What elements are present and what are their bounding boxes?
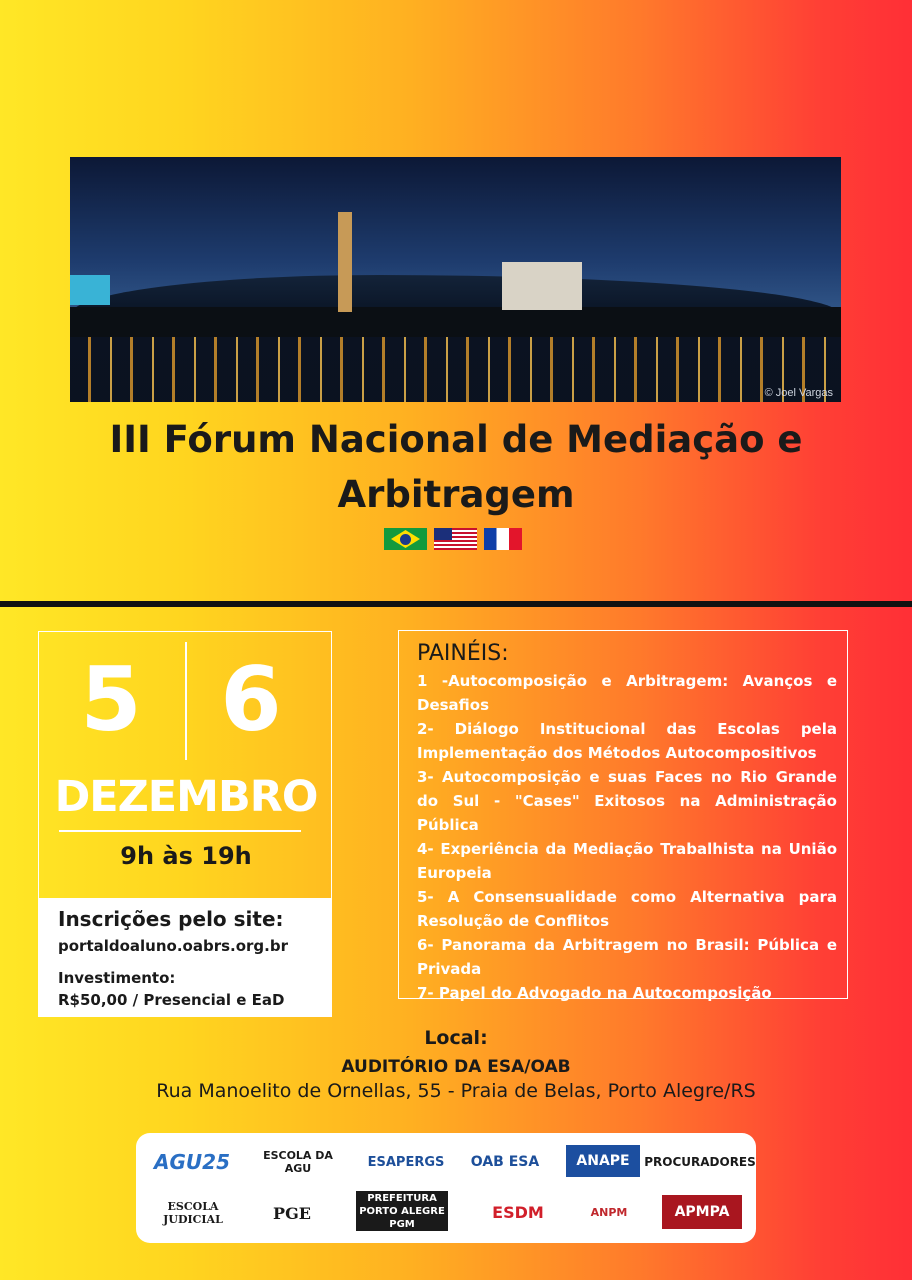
france-flag-icon bbox=[484, 528, 522, 550]
photo-credit: © Joel Vargas bbox=[764, 387, 833, 399]
agu-logo: AGU25 bbox=[154, 1149, 230, 1174]
day-2: 6 bbox=[220, 648, 282, 751]
anape-logo: ANAPE bbox=[566, 1145, 640, 1177]
panel-item: 7- Papel do Advogado na Autocomposição bbox=[417, 984, 772, 1002]
photo-building bbox=[70, 275, 110, 305]
investment-label: Investimento: bbox=[58, 969, 176, 987]
city-night-photo bbox=[70, 157, 841, 402]
escola-agu-logo: ESCOLA DA AGU bbox=[263, 1149, 333, 1175]
apmpa-logo: APMPA bbox=[662, 1195, 742, 1229]
panel-item: 3- Autocomposição e suas Faces no Rio Grande do Sul - "Cases" Exitosos na Administração Pública bbox=[417, 768, 837, 834]
panels-box bbox=[398, 630, 848, 1002]
event-title-line2: Arbitragem bbox=[337, 473, 575, 516]
esapergs-logo: ESAPERGS bbox=[367, 1154, 445, 1170]
event-hours: 9h às 19h bbox=[120, 842, 252, 870]
pge-logo: PGE bbox=[273, 1203, 311, 1223]
esdm-logo: ESDM bbox=[492, 1202, 544, 1222]
photo-city-skyline bbox=[70, 307, 841, 337]
procuradores-logo: PROCURADORES bbox=[644, 1154, 756, 1169]
location-name: AUDITÓRIO DA ESA/OAB bbox=[341, 1057, 571, 1077]
registration-site-link[interactable]: portaldoaluno.oabrs.org.br bbox=[58, 937, 289, 955]
location-heading: Local: bbox=[424, 1027, 488, 1049]
section-divider bbox=[0, 601, 912, 607]
panel-item: 6- Panorama da Arbitragem no Brasil: Pública e Privada bbox=[417, 936, 837, 978]
oab-esa-logo: OAB ESA bbox=[470, 1153, 540, 1170]
month-label: DEZEMBRO bbox=[54, 772, 318, 822]
sponsor-logos-panel bbox=[136, 1133, 756, 1243]
brazil-flag-icon bbox=[384, 528, 427, 550]
registration-box bbox=[38, 899, 332, 1017]
investment-value: R$50,00 / Presencial e EaD bbox=[58, 991, 285, 1009]
month-underline bbox=[59, 830, 301, 832]
panel-item: 1 -Autocomposição e Arbitragem: Avanços e Desafios bbox=[417, 672, 837, 714]
event-title-line1: III Fórum Nacional de Mediação e bbox=[109, 418, 803, 461]
panels-list bbox=[417, 669, 837, 1005]
prefeitura-porto-alegre-logo: PREFEITURA PORTO ALEGRE PGM bbox=[356, 1191, 448, 1231]
anpm-logo: ANPM bbox=[590, 1205, 628, 1219]
day-1: 5 bbox=[80, 648, 142, 751]
photo-building bbox=[502, 262, 582, 310]
usa-flag-icon bbox=[434, 528, 477, 550]
photo-water-reflection bbox=[70, 337, 841, 402]
panel-item: 2- Diálogo Institucional das Escolas pela Implementação dos Métodos Autocompositivos bbox=[417, 720, 837, 762]
registration-heading: Inscrições pelo site: bbox=[58, 907, 284, 931]
panel-item: 4- Experiência da Mediação Trabalhista na União Europeia bbox=[417, 840, 837, 882]
escola-judicial-logo: ESCOLA JUDICIAL bbox=[163, 1200, 223, 1226]
date-box bbox=[38, 631, 332, 899]
panel-item: 5- A Consensualidade como Alternativa para Resolução de Conflitos bbox=[417, 888, 837, 930]
location-address: Rua Manoelito de Ornellas, 55 - Praia de Belas, Porto Alegre/RS bbox=[156, 1080, 756, 1102]
language-flags bbox=[384, 528, 522, 550]
photo-chimney-tower bbox=[338, 212, 352, 312]
panels-title: PAINÉIS: bbox=[417, 641, 509, 666]
